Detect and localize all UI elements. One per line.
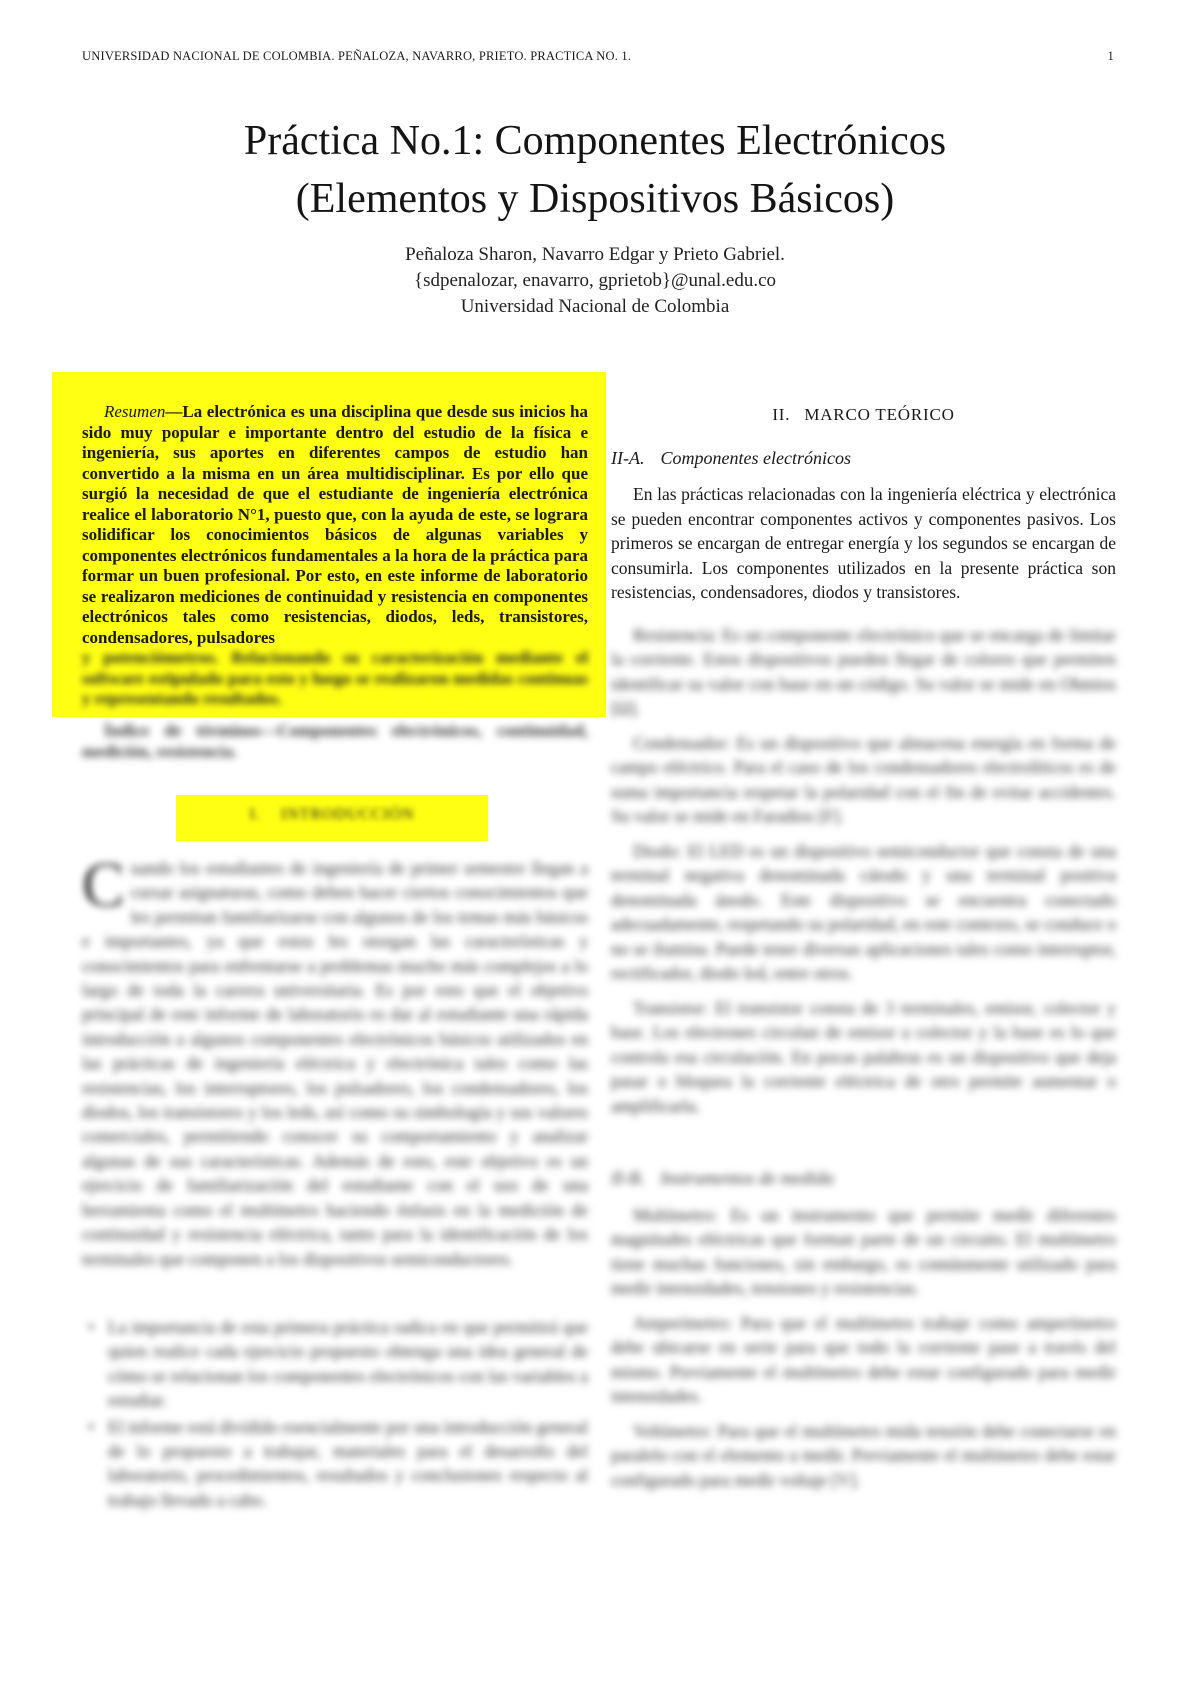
marco-paragraph: En las prácticas relacionadas con la ingeniería eléctrica y electrónica se pueden encontrar componentes activos y componentes pasivos. Los primeros se encargan de entregar energía y los segundos se encargan de consumirla. Los componentes utilizados en la presente práctica son resistencias, condensadores, diodos y transistores. bbox=[611, 484, 1116, 602]
intro-text: uando los estudiantes de ingeniería de primer semestre llegan a cursar asignaturas, como deben hacer ciertos conocimientos que les permitan familiarizarse con algunos de los temas más básicos e importantes, ya que estos les otorgan las características y conocimientos para enfrentarse a problemas mucho más complejos a lo largo de toda la carrera universitaria. Es por esto que el objetivo principal de este informe de laboratorio es dar al estudiante una rápida introducción a algunos componentes electrónicos básicos utilizados en las prácticas de ingeniería eléctrica y electrónica tales como las resistencias, los interruptores, los pulsadores, los condensadores, los diodos, los transistores y los leds, así como su simbología y sus valores comerciales, permitiendo conocer su comportamiento y analizar algunas de sus características. Además de esto, este objetivo es un ejercicio de familiarización del estudiante con el uso de una herramienta como el multímetro haciendo énfasis en la medición de continuidad y resistencia eléctrica, tanto para la identificación de los terminales que componen a los dispositivos semiconductores. bbox=[82, 858, 588, 1269]
paper-title-line2: (Elementos y Dispositivos Básicos) bbox=[295, 176, 895, 222]
author-block bbox=[0, 242, 1190, 320]
intro-heading bbox=[176, 806, 488, 824]
definition-amperimetro: Amperímetro: Para que el multímetro trabaje como amperímetro debe ubicarse en serie para que todo la corriente pase a través del mismo. Previamente el multímetro debe estar configurado para medir intensidades. bbox=[611, 1312, 1116, 1406]
right-column bbox=[611, 403, 1116, 1502]
intro-heading-num: I. bbox=[249, 806, 261, 823]
page-number: 1 bbox=[1107, 49, 1114, 63]
section-title: MARCO TEÓRICO bbox=[804, 405, 955, 424]
definition-multimetro: Multímetro: Es un instrumento que permite medir diferentes magnitudes eléctricas que forman parte de un circuito. El multímetro tiene muchas funciones, sin embargo, es comúnmente utilizado para medir intensidades, tensiones y resistencias. bbox=[611, 1204, 1116, 1298]
blurred-right-content bbox=[611, 623, 1116, 1493]
abstract bbox=[82, 402, 588, 710]
list-item: • El informe está dividido esencialmente por una introducción general de lo propuesto a trabajar, materiales para el desarrollo del laboratorio, procedimientos, resultados y conclusiones respecto al trabajo llevado a cabo. bbox=[108, 1415, 588, 1513]
subsection-title: Componentes electrónicos bbox=[660, 447, 851, 468]
abstract-label: Resumen bbox=[104, 402, 166, 421]
intro-heading-text: INTRODUCCIÓN bbox=[280, 806, 415, 823]
abstract-text: —La electrónica es una disciplina que desde sus inicios ha sido muy popular e importante dentro del estudio de la física e ingeniería, sus aportes en diferentes campos de estudio han convertido a la misma en un área multidisciplinar. Es por ello que surgió la necesidad de que el estudiante de ingeniería electrónica realice el laboratorio N°1, puesto que, con la ayuda de este, se lograra solidificar los conocimientos básicos de algunas variables y componentes electrónicos fundamentales a la hora de la práctica para formar un buen profesional. Por esto, en este informe de laboratorio se realizaron mediciones de continuidad y resistencia en componentes electrónicos tales como resistencias, diodos, leds, transistores, condensadores, pulsadores bbox=[82, 402, 588, 647]
definition-condensador: Condensador: Es un dispositivo que almacena energía en forma de campo eléctrico. Para el caso de los condensadores electrolíticos es de suma importancia respetar la polaridad con el fin de evitar accidentes. Su valor se mide en Faradios [F]. bbox=[611, 732, 1116, 826]
abstract-tail: y potenciómetros. Relacionando su caracterización mediante el software estipulado para esto y luego se realizaron medidas continuas y representando resultados. bbox=[82, 648, 588, 708]
title-block bbox=[0, 112, 1190, 320]
list-item: • La importancia de esta primera práctica radica en que permitirá que quien realice cada ejercicio propuesto obtenga una idea general de cómo se relacionan los componentes electrónicos con las variables a estudiar. bbox=[108, 1315, 588, 1413]
dropcap: C bbox=[82, 849, 125, 920]
paper-title-line1: Práctica No.1: Componentes Electrónicos bbox=[243, 118, 947, 164]
intro-body bbox=[82, 849, 588, 1271]
definition-transistor: Transistor: El transistor consta de 3 terminales, emisor, colector y base. Los electrones circulan de emisor a colector y la base es lo que controla esa circulación. En pocas palabras es un dispositivo que deja pasar o bloquea la corriente eléctrica de otro permite aumentar o amplificarla. bbox=[611, 997, 1116, 1116]
section-num: II. bbox=[772, 405, 791, 424]
running-head bbox=[82, 49, 1114, 64]
definition-resistencia: Resistencia: Es un componente electrónico que se encarga de limitar la corriente. Estos dispositivos pueden llegar de colores que permiten identificar su valor con base en un código. Su valor se mide en Ohmios [Ω]. bbox=[611, 624, 1116, 718]
subsection-heading-a bbox=[611, 446, 1116, 471]
author-names: Peñaloza Sharon, Navarro Edgar y Prieto Gabriel. bbox=[405, 244, 785, 265]
author-affiliation: Universidad Nacional de Colombia bbox=[460, 296, 730, 317]
author-emails: {sdpenalozar, enavarro, gprietob}@unal.edu.co bbox=[413, 270, 777, 291]
keywords: Índice de términos—Componentes electrónicos, continuidad, medición, resistencia. bbox=[82, 721, 588, 761]
intro-bullets bbox=[108, 1315, 588, 1514]
subsection-num: II-A. bbox=[611, 447, 645, 468]
subsection-num: II-B. bbox=[611, 1168, 645, 1188]
definition-voltimetro: Voltímetro: Para que el multímetro mida tensión debe conectarse en paralelo con el elemento a medir. Previamente el multímetro debe estar configurado para medir voltaje [V]. bbox=[611, 1420, 1116, 1490]
subsection-title: Instrumentos de medida bbox=[660, 1168, 834, 1188]
section-heading-marco bbox=[611, 403, 1116, 428]
subsection-heading-b bbox=[611, 1166, 1116, 1191]
running-head-text: UNIVERSIDAD NACIONAL DE COLOMBIA. PEÑALOZA, NAVARRO, PRIETO. PRACTICA NO. 1. bbox=[82, 49, 632, 63]
definition-diodo: Diodo: El LED es un dispositivo semiconductor que consta de una terminal negativa denominada cátodo y una terminal positiva denominada ánodo. Este dispositivo se encuentra conectado adecuadamente, respetando su polaridad, en este contexto, se conduce o no se ilumina. Puede tener diversas aplicaciones tales como interruptor, rectificador, diodo led, entre otros. bbox=[611, 840, 1116, 983]
